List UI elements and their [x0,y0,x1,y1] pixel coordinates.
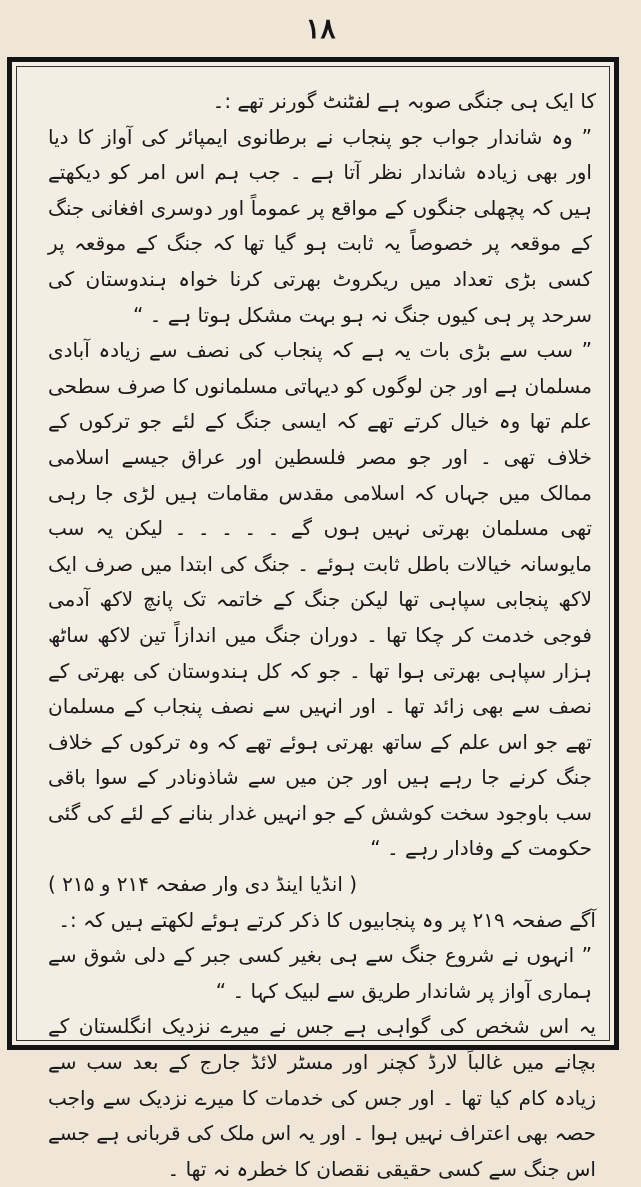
paragraph-reference: آگے صفحہ ۲۱۹ پر وہ پنجابیوں کا ذکر کرتے ہوئے لکھتے ہیں کہ :۔ [58,907,596,932]
body-text [48,84,596,1187]
paragraph-quote-3: ” انہوں نے شروع جنگ سے ہی بغیر کسی جبر کے دلی شوق سے ہماری آواز پر شاندار طریق سے لبیک کہا ۔ “ [48,943,592,1003]
page-number: ۱۸ [305,12,336,45]
page-frame [7,57,619,1181]
paragraph-quote-1: ” وہ شاندار جواب جو پنجاب نے برطانوی ایمپائر کی آواز کا دیا اور بھی زیادہ شاندار نظر آتا ہے ۔ جب ہم اس امر کو دیکھتے ہیں کہ پچھلی جنگوں کے مواقع پر عموماً اور دوسری افغانی جنگ کے موقعہ پر خصوصاً یہ ثابت ہو گیا تھا کہ جنگ کے موقعہ پر کسی بڑی تعداد میں ریکروٹ بھرتی کرنا خواہ ہندوستان کی سرحد پر ہی کیوں جنگ نہ ہو بہت مشکل ہوتا ہے ۔ “ [48,124,592,327]
paragraph-intro: کا ایک ہی جنگی صوبہ ہے لفٹنٹ گورنر تھے :۔ [212,89,596,113]
paragraph-conclusion: یہ اس شخص کی گواہی ہے جس نے میرے نزدیک انگلستان کے بچانے میں غالباً لارڈ کچنر اور مسٹر لائڈ جارج کے بعد سب سے زیادہ کام کیا تھا ۔ اور جس کی خدمات کا میرے نزدیک سے واجب حصہ بھی اعتراف نہیں ہوا ۔ اور یہ اس ملک کی قربانی ہے جسے اس جنگ سے کسی حقیقی نقصان کا خطرہ نہ تھا ۔ [48,1014,596,1181]
citation: ( انڈیا اینڈ دی وار صفحہ ۲۱۴ و ۲۱۵ ) [48,872,358,897]
paragraph-quote-2: ” سب سے بڑی بات یہ ہے کہ پنجاب کی نصف سے زیادہ آبادی مسلمان ہے اور جن لوگوں کو دیہاتی مسلمانوں کا صرف سطحی علم تھا وہ خیال کرتے تھے کہ ایسی جنگ کے لئے جو ترکوں کے خلاف تھی ۔ اور جو مصر فلسطین اور عراق جیسے اسلامی ممالک میں جہاں کہ اسلامی مقدس مقامات ہیں لڑی جا رہی تھی مسلمان بھرتی نہیں ہوں گے ۔ ۔ ۔ ۔ ۔ لیکن یہ سب مایوسانہ خیالات باطل ثابت ہوئے ۔ جنگ کی ابتدا میں صرف ایک لاکھ پنجابی سپاہی تھا لیکن جنگ کے خاتمہ تک پانچ لاکھ آدمی فوجی خدمت کر چکا تھا ۔ دوران جنگ میں اندازاً تین لاکھ ساٹھ ہزار سپاہی بھرتی ہوا تھا ۔ جو کہ کل ہندوستان کی بھرتی کے نصف سے بھی زائد تھا ۔ اور انہیں سے نصف پنجاب کے مسلمان تھے جو اس علم کے ساتھ بھرتی ہوئے تھے کہ وہ ترکوں کے خلاف جنگ کرنے جا رہے ہیں اور جن میں سے شاذونادر کے سوا باقی سب باوجود سخت کوشش کے جو انہیں غدار بنانے کے لئے کی گئی حکومت کے وفادار رہے ۔ “ [48,338,592,861]
